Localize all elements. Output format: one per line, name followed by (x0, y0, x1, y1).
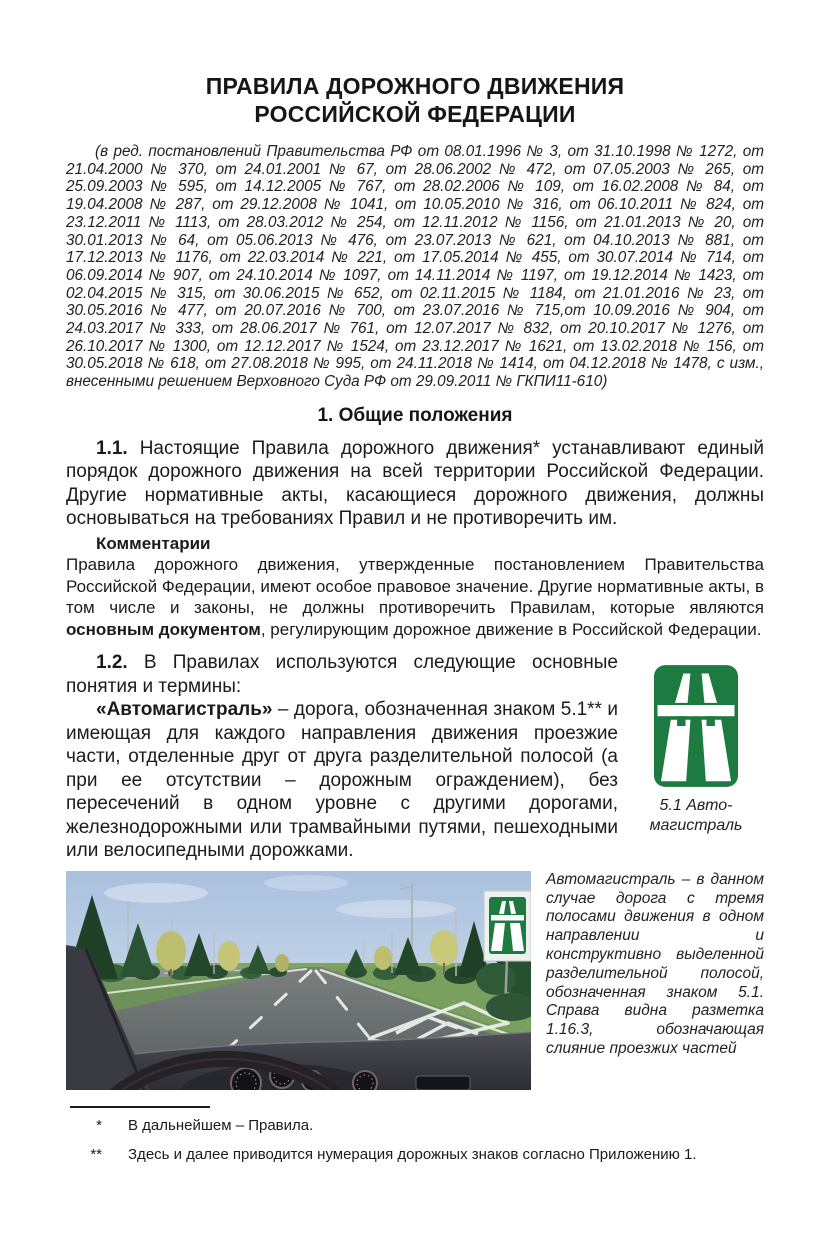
sign-caption-line2: магистраль (649, 816, 743, 834)
comments-text (66, 554, 764, 640)
footnote-2 (66, 1146, 764, 1164)
motorway-sign-5-1-icon (654, 665, 738, 787)
section-1-heading: 1. Общие положения (317, 404, 513, 426)
clause-1-2-intro-text: В Правилах используются следующие основные понятия и термины: (66, 652, 618, 697)
term-motorway-name: «Автомагистраль» (96, 699, 273, 721)
sign-5-1-caption (628, 796, 764, 835)
page-title (66, 72, 764, 128)
page-title-line2: РОССИЙСКОЙ ФЕДЕРАЦИИ (254, 101, 576, 127)
photo-caption: Автомагистраль – в данном случае дорога с тремя полосами движения в одном направлении и конструктивно выделенной разделительной полосой, обозначенная знаком 5.1. Справа видна разметка 1.16.3, обозначающая слияние проезжих частей (546, 870, 764, 1058)
clause-1-1 (66, 437, 764, 531)
comments-text-bold: основным документом (66, 619, 261, 639)
footnote-2-marker: ** (90, 1145, 102, 1163)
clause-1-2 (66, 651, 764, 863)
term-motorway-definition: – дорога, обозначенная знаком 5.1** и имеющая для каждого направления движения проезжие части, отделенные друг от друга разделительной полосой (а при ее отсутствии – дорожным ограждением), без пересечений в одном уровне с другими дорогами, железнодорожными или трамвайными путями, пешеходными или велосипедными дорожками. (66, 699, 618, 862)
page-title-line1: ПРАВИЛА ДОРОЖНОГО ДВИЖЕНИЯ (205, 73, 625, 99)
footnote-rule (70, 1106, 210, 1108)
road-photo (66, 871, 531, 1090)
sign-caption-line1: 5.1 Авто- (659, 797, 733, 815)
amendments-note: (в ред. постановлений Правительства РФ от 08.01.1996 № 3, от 31.10.1998 № 1272, от 21.04.2000 № 370, от 24.01.2001 № 67, от 28.06.2002 № 472, от 07.05.2003 № 265, от 25.09.2003 № 595, от 14.12.2005 № 767, от 28.02.2006 № 109, от 16.02.2008 № 84, от 19.04.2008 № 287, от 29.12.2008 № 1041, от 10.05.2010 № 316, от 06.10.2011 № 824, от 23.12.2011 № 1113, от 28.03.2012 № 254, от 12.11.2012 № 1156, от 21.01.2013 № 20, от 30.01.2013 № 64, от 05.06.2013 № 476, от 23.07.2013 № 621, от 04.10.2013 № 881, от 17.12.2013 № 1176, от 22.03.2014 № 221, от 17.05.2014 № 455, от 30.07.2014 № 714, от 06.09.2014 № 907, от 24.10.2014 № 1097, от 14.11.2014 № 1197, от 19.12.2014 № 1423, от 02.04.2015 № 315, от 30.06.2015 № 652, от 02.11.2015 № 1184, от 21.01.2016 № 23, от 30.05.2016 № 477, от 20.07.2016 № 700, от 23.07.2016 № 715,от 10.09.2016 № 904, от 24.03.2017 № 333, от 28.06.2017 № 761, от 12.07.2017 № 832, от 20.10.2017 № 1276, от 26.10.2017 № 1300, от 12.12.2017 № 1524, от 23.12.2017 № 1621, от 13.02.2018 № 156, от 30.05.2018 № 618, от 27.08.2018 № 995, от 24.11.2018 № 1414, от 04.12.2018 № 1478, с изм., внесенными решением Верховного Суда РФ от 29.09.2011 № ГКПИ11-610) (66, 143, 764, 391)
footnotes (66, 1106, 764, 1164)
clause-1-2-number: 1.2. (96, 652, 128, 674)
comments-text-start: Правила дорожного движения, утвержденные постановлением Правительства Российской Федерации, имеют особое правовое значение. Другие нормативные акты, в том числе и законы, не должны противоречить Правилам, которые являются (66, 555, 764, 618)
footnote-2-text: Здесь и далее приводится нумерация дорожных знаков согласно Приложению 1. (128, 1145, 697, 1163)
footnote-1-marker: * (96, 1116, 102, 1134)
comments-heading: Комментарии (96, 533, 211, 553)
motorway-sign-in-scene (484, 891, 531, 1021)
comments-text-end: , регулирующим дорожное движение в Российской Федерации. (260, 619, 762, 639)
footnote-1 (66, 1117, 764, 1135)
sign-5-1-figure (628, 665, 764, 835)
footnote-1-text: В дальнейшем – Правила. (128, 1116, 314, 1134)
clause-1-1-number: 1.1. (96, 437, 128, 459)
clause-1-1-text: Настоящие Правила дорожного движения* устанавливают единый порядок дорожного движения на всей территории Российской Федерации. Другие нормативные акты, касающиеся дорожного движения, должны основываться на требованиях Правил и не противоречить им. (66, 437, 764, 530)
illustration-row (66, 871, 764, 1090)
driver-view-illustration (66, 871, 531, 1090)
